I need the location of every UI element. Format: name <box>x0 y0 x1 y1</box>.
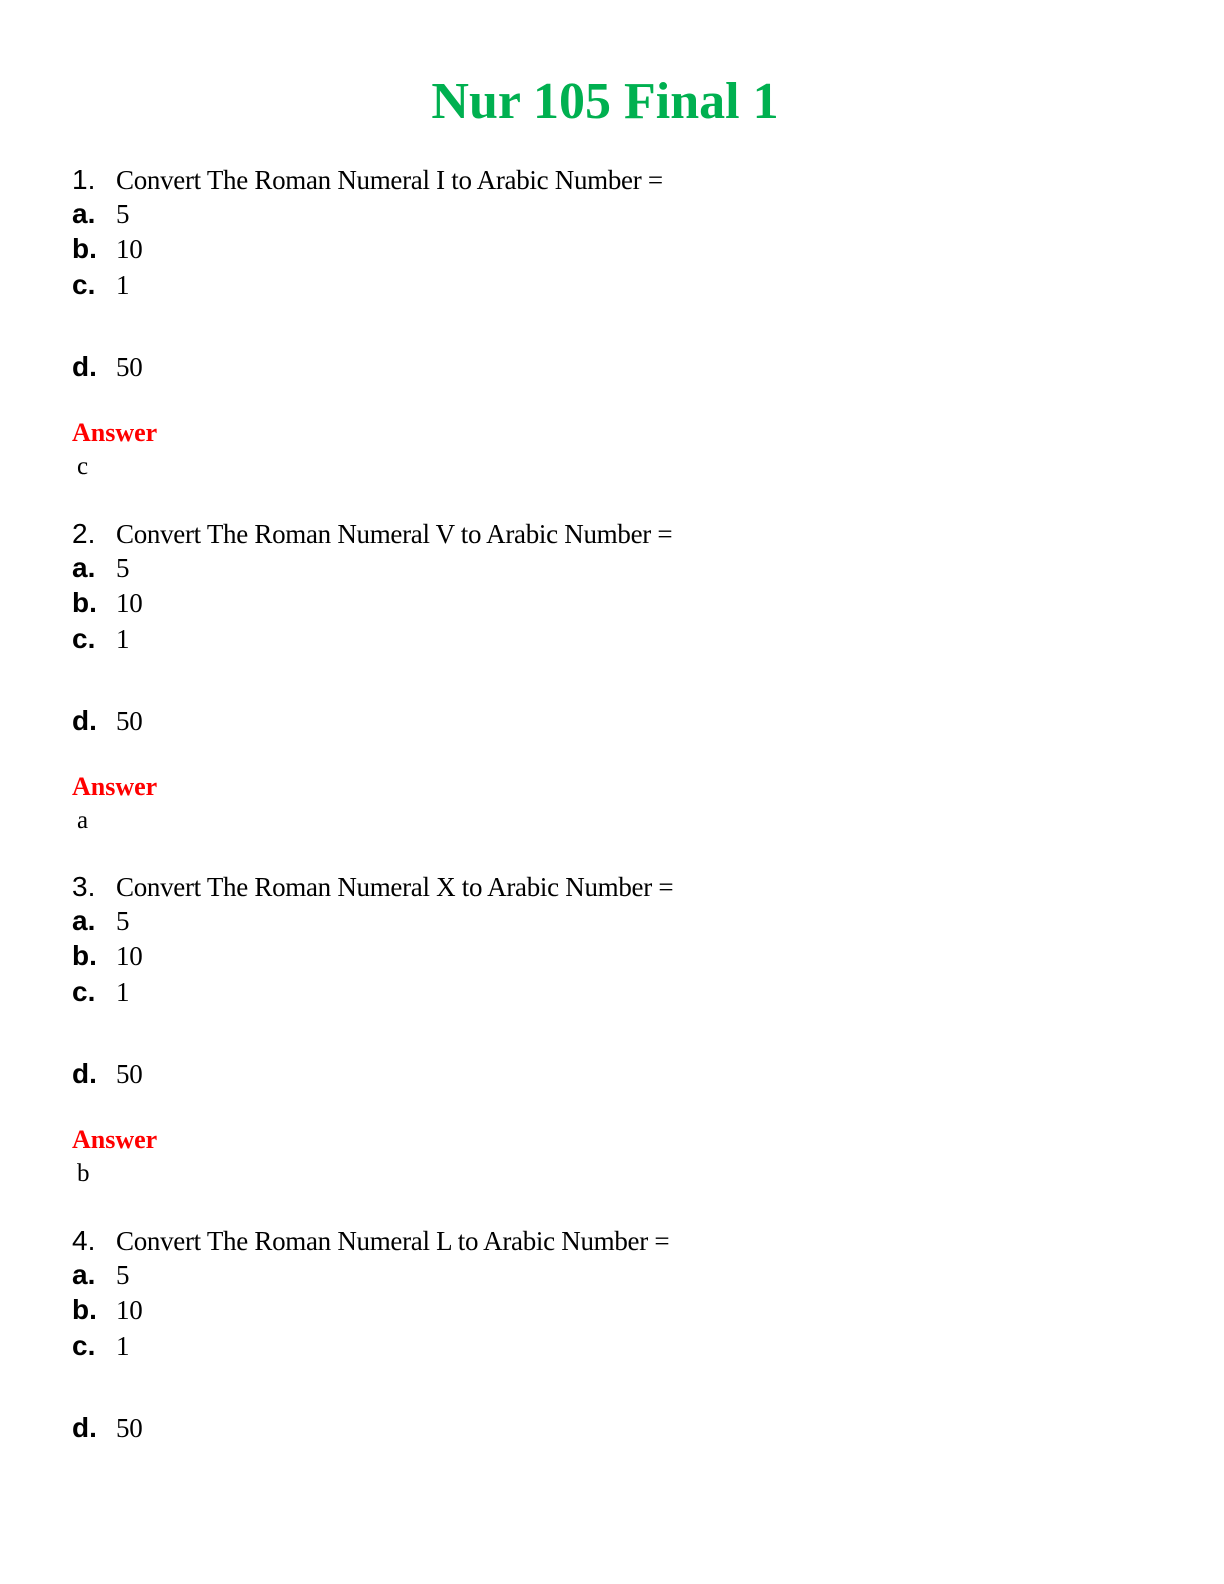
option-label: c. <box>72 976 96 1007</box>
question-number: 3. <box>72 871 96 902</box>
option-label: d. <box>72 1412 97 1443</box>
option-value: 10 <box>116 941 143 971</box>
question-block <box>72 164 1072 504</box>
option-value: 10 <box>116 234 143 264</box>
option-label: b. <box>72 587 97 618</box>
option-value: 5 <box>116 906 130 936</box>
option-a <box>72 552 129 584</box>
option-d <box>72 1058 142 1090</box>
option-label: d. <box>72 351 97 382</box>
option-b <box>72 587 142 619</box>
option-a <box>72 905 129 937</box>
option-value: 1 <box>116 977 130 1007</box>
option-label: d. <box>72 1058 97 1089</box>
option-b <box>72 233 142 265</box>
answer-heading: Answer <box>72 418 158 447</box>
option-a <box>72 1259 129 1291</box>
question-number: 1. <box>72 164 96 195</box>
option-label: a. <box>72 552 96 583</box>
option-value: 5 <box>116 553 130 583</box>
question-block <box>72 1225 1072 1565</box>
answer-heading: Answer <box>72 772 158 801</box>
option-d <box>72 705 142 737</box>
question-text: Convert The Roman Numeral V to Arabic Number = <box>116 519 673 549</box>
option-value: 1 <box>116 270 130 300</box>
question-block <box>72 518 1072 858</box>
question-stem <box>72 871 673 903</box>
question-stem <box>72 164 663 196</box>
option-label: b. <box>72 1294 97 1325</box>
option-value: 1 <box>116 624 130 654</box>
question-number: 4. <box>72 1225 96 1256</box>
option-value: 10 <box>116 588 143 618</box>
option-d <box>72 351 142 383</box>
option-label: a. <box>72 905 96 936</box>
option-value: 1 <box>116 1331 130 1361</box>
option-value: 50 <box>116 352 143 382</box>
option-value: 50 <box>116 1413 143 1443</box>
option-value: 50 <box>116 1059 143 1089</box>
option-label: c. <box>72 269 96 300</box>
option-b <box>72 940 142 972</box>
option-a <box>72 198 129 230</box>
question-text: Convert The Roman Numeral I to Arabic Number = <box>116 165 663 195</box>
option-b <box>72 1294 142 1326</box>
answer-value: a <box>77 807 89 834</box>
question-text: Convert The Roman Numeral X to Arabic Number = <box>116 872 674 902</box>
option-value: 10 <box>116 1295 143 1325</box>
option-value: 50 <box>116 706 143 736</box>
option-value: 5 <box>116 199 130 229</box>
option-value: 5 <box>116 1260 130 1290</box>
option-label: a. <box>72 198 96 229</box>
question-stem <box>72 518 672 550</box>
option-c <box>72 269 129 301</box>
option-c <box>72 1330 129 1362</box>
question-number: 2. <box>72 518 96 549</box>
answer-value: c <box>77 453 89 480</box>
option-label: b. <box>72 940 97 971</box>
question-stem <box>72 1225 669 1257</box>
question-text: Convert The Roman Numeral L to Arabic Number = <box>116 1226 670 1256</box>
question-block <box>72 871 1072 1211</box>
answer-heading: Answer <box>72 1125 158 1154</box>
option-label: c. <box>72 1330 96 1361</box>
option-d <box>72 1412 142 1444</box>
answer-value: b <box>77 1160 90 1187</box>
option-c <box>72 623 129 655</box>
option-label: a. <box>72 1259 96 1290</box>
page-title: Nur 105 Final 1 <box>431 73 779 130</box>
option-label: c. <box>72 623 96 654</box>
option-label: d. <box>72 705 97 736</box>
option-c <box>72 976 129 1008</box>
option-label: b. <box>72 233 97 264</box>
